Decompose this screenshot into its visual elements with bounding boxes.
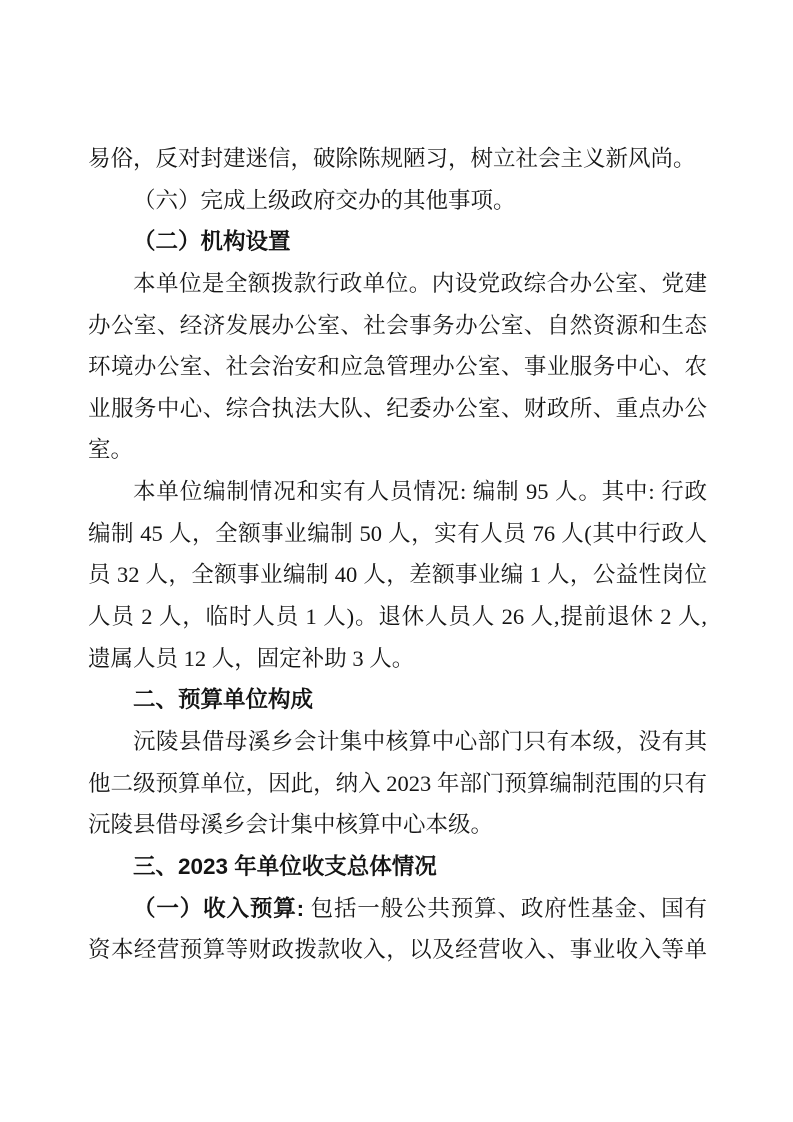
body-line: 员 32 人，全额事业编制 40 人，差额事业编 1 人，公益性岗位 bbox=[88, 562, 707, 588]
body-line: 本单位是全额拨款行政单位。内设党政综合办公室、党建 bbox=[133, 270, 707, 296]
heading-org-setup: （二）机构设置 bbox=[133, 229, 291, 255]
body-line: 业服务中心、综合执法大队、纪委办公室、财政所、重点办公 bbox=[88, 395, 707, 421]
body-line: 易俗，反对封建迷信，破除陈规陋习，树立社会主义新风尚。 bbox=[88, 146, 696, 171]
body-line: 室。 bbox=[88, 437, 134, 463]
heading-budget-unit-composition: 二、预算单位构成 bbox=[133, 687, 314, 713]
income-budget-lead: （一）收入预算: bbox=[133, 895, 305, 921]
body-line: 本单位编制情况和实有人员情况: 编制 95 人。其中: 行政 bbox=[133, 479, 707, 505]
body-line: 他二级预算单位，因此，纳入 2023 年部门预算编制范围的只有 bbox=[88, 770, 707, 796]
body-line: 沅陵县借母溪乡会计集中核算中心部门只有本级，没有其 bbox=[133, 728, 707, 754]
body-line: （六）完成上级政府交办的其他事项。 bbox=[133, 187, 516, 213]
body-line: 环境办公室、社会治安和应急管理办公室、事业服务中心、农 bbox=[88, 354, 707, 380]
body-line bbox=[88, 888, 707, 930]
heading-2023-income-expense-overview: 三、2023 年单位收支总体情况 bbox=[133, 853, 437, 879]
body-line: 编制 45 人，全额事业编制 50 人，实有人员 76 人(其中行政人 bbox=[88, 520, 707, 546]
body-line: 人员 2 人，临时人员 1 人)。退休人员人 26 人,提前退休 2 人, bbox=[88, 604, 707, 630]
body-line: 遗属人员 12 人，固定补助 3 人。 bbox=[88, 645, 415, 671]
body-line: 沅陵县借母溪乡会计集中核算中心本级。 bbox=[88, 812, 494, 838]
body-line: 资本经营预算等财政拨款收入，以及经营收入、事业收入等单 bbox=[88, 937, 707, 963]
body-line: 办公室、经济发展办公室、社会事务办公室、自然资源和生态 bbox=[88, 312, 707, 338]
body-line-text: 包括一般公共预算、政府性基金、国有 bbox=[304, 895, 707, 921]
